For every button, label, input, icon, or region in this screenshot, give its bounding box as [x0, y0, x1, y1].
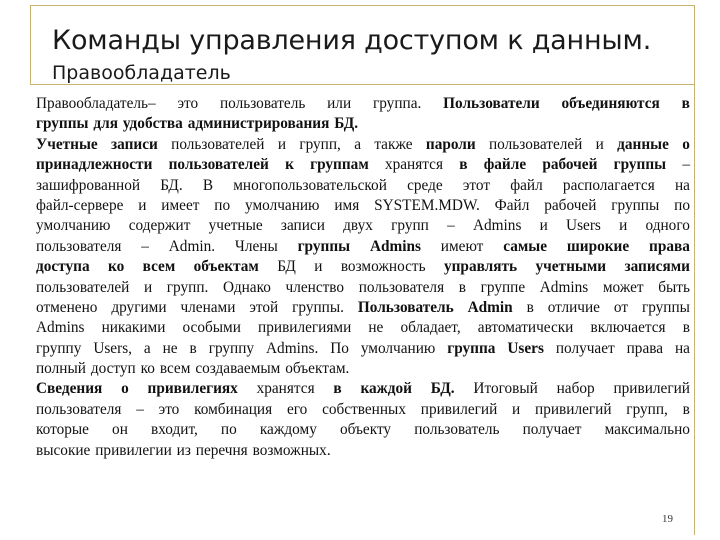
body-word: группе: [480, 278, 526, 296]
body-word: высокие: [36, 441, 91, 459]
body-word: привилегий: [420, 400, 498, 418]
body-word: и: [539, 217, 548, 235]
body-word: группы.: [292, 298, 344, 316]
body-word: группы: [613, 156, 667, 174]
body-word: многопользовательской: [233, 176, 387, 194]
body-word: возможных.: [252, 441, 331, 459]
body-word: удобства: [122, 115, 183, 133]
body-word: группы: [36, 115, 89, 133]
slide-title: Команды управления доступом к данным.: [52, 25, 652, 56]
body-word: управлять: [443, 258, 518, 276]
body-line: [36, 441, 690, 461]
body-word: обладает,: [400, 319, 461, 337]
body-word: его: [286, 400, 308, 418]
body-word: и: [619, 217, 628, 235]
body-word: Правообладатель–: [36, 95, 156, 112]
body-word: БД: [277, 258, 296, 276]
body-word: или: [327, 95, 352, 112]
body-word: записями: [624, 258, 690, 276]
body-word: файл-сервере: [36, 196, 124, 214]
body-word: Пользователь: [357, 298, 454, 316]
body-word: к: [285, 156, 294, 174]
body-word: максимально: [604, 421, 690, 439]
body-word: привилегий: [535, 400, 612, 418]
body-word: не: [368, 319, 384, 337]
body-word: Учетные: [36, 135, 98, 153]
body-word: и: [314, 258, 323, 276]
body-word: перечня: [195, 441, 248, 459]
body-word: группы: [611, 196, 660, 214]
body-word: собственных: [322, 400, 406, 418]
body-word: отличие: [547, 298, 600, 316]
body-word: группы: [297, 237, 351, 255]
body-word: получает: [522, 421, 582, 439]
body-word: этот: [462, 176, 491, 194]
body-line: [36, 420, 690, 440]
body-word: умолчанию: [360, 339, 436, 357]
frame-top-line: [30, 5, 695, 6]
body-text: [36, 94, 690, 461]
body-line: [36, 216, 690, 236]
body-word: в: [189, 339, 197, 357]
body-word: ко: [140, 360, 155, 378]
body-word: доступа: [36, 258, 90, 276]
body-word: особыми: [182, 319, 241, 337]
body-word: записи: [111, 135, 158, 153]
body-word: самые: [503, 237, 547, 255]
body-word: БД.: [334, 115, 359, 133]
body-word: Users: [507, 339, 544, 357]
body-word: на: [674, 339, 690, 357]
body-word: Admins: [472, 217, 522, 235]
body-word: этой: [249, 298, 279, 316]
body-word: умолчанию: [36, 217, 111, 235]
body-word: доступ: [90, 360, 136, 378]
body-word: и: [138, 196, 147, 214]
body-word: объектам: [193, 258, 259, 276]
body-word: записи: [280, 217, 325, 235]
body-word: пользователей: [171, 135, 265, 153]
body-word: Admins: [36, 319, 85, 337]
body-line: [36, 94, 690, 114]
body-word: пароли: [425, 135, 476, 153]
body-word: для: [93, 115, 118, 133]
body-word: В: [202, 176, 214, 194]
body-word: имя: [334, 196, 360, 214]
body-word: по: [674, 196, 690, 214]
body-word: каждой: [360, 380, 412, 398]
body-word: пользователей: [168, 156, 269, 174]
frame-bottom-line: [30, 84, 695, 85]
body-word: входит,: [150, 421, 198, 439]
body-word: и: [143, 278, 153, 296]
body-word: одного: [645, 217, 690, 235]
body-word: привилегиях: [147, 380, 238, 398]
body-word: отменено: [36, 298, 98, 316]
body-word: Файл: [494, 196, 530, 214]
body-word: в: [459, 156, 468, 174]
body-word: набор: [556, 380, 595, 398]
body-word: пользователей: [36, 278, 130, 296]
body-word: на: [674, 176, 690, 194]
body-word: –: [682, 156, 690, 174]
body-word: членами: [180, 298, 236, 316]
body-word: файл: [510, 176, 543, 194]
body-word: Однако: [222, 278, 271, 296]
body-word: Члены: [234, 237, 278, 255]
body-word: имеет: [161, 196, 200, 214]
body-word: привилегиями: [258, 319, 352, 337]
body-word: БД.: [430, 380, 455, 398]
body-line: [36, 135, 690, 155]
body-word: по: [214, 196, 231, 214]
body-word: никакими: [101, 319, 166, 337]
body-word: о: [682, 135, 690, 153]
body-word: автоматически: [477, 319, 574, 337]
body-word: широкие: [566, 237, 630, 255]
body-word: в: [333, 380, 342, 398]
body-line: [36, 339, 690, 359]
body-line: [36, 155, 690, 175]
body-word: пользователя: [36, 237, 122, 255]
body-word: среде: [407, 176, 443, 194]
body-word: располагается: [562, 176, 655, 194]
body-word: права: [649, 237, 690, 255]
body-word: группа: [447, 339, 496, 357]
body-word: пользователь: [219, 95, 306, 112]
body-word: По: [330, 339, 349, 357]
body-word: данные: [617, 135, 669, 153]
body-word: группам: [310, 156, 369, 174]
body-word: Admins: [369, 237, 421, 255]
frame-right-line: [694, 5, 695, 535]
body-word: которые: [36, 421, 89, 439]
body-word: в: [458, 278, 466, 296]
body-word: создаваемым: [195, 360, 281, 378]
body-word: каждому: [259, 421, 317, 439]
body-word: –: [136, 400, 144, 418]
body-word: в: [682, 319, 690, 337]
body-word: объектам.: [285, 360, 350, 378]
body-word: Сведения: [36, 380, 103, 398]
body-word: групп,: [626, 400, 668, 418]
body-word: всем: [159, 360, 191, 378]
body-word: членство: [285, 278, 345, 296]
body-line: [36, 114, 690, 134]
body-word: а: [143, 339, 151, 357]
body-word: возможность: [340, 258, 426, 276]
body-word: группу: [36, 339, 82, 357]
body-word: другими: [111, 298, 167, 316]
body-word: привилегии: [95, 441, 172, 459]
body-line: [36, 359, 690, 379]
page-number: 19: [662, 513, 673, 525]
body-word: рабочей: [544, 196, 597, 214]
body-word: о: [121, 380, 129, 398]
body-word: Пользователи: [443, 95, 540, 112]
body-word: Admins.: [266, 339, 319, 357]
body-word: из: [176, 441, 191, 459]
body-word: в: [681, 95, 690, 112]
body-word: Users,: [93, 339, 132, 357]
body-word: и: [277, 135, 286, 153]
body-word: всем: [142, 258, 176, 276]
body-word: не: [162, 339, 178, 357]
body-line: [36, 298, 690, 318]
body-line: [36, 237, 690, 257]
body-word: может: [602, 278, 644, 296]
body-word: хранятся: [384, 156, 443, 174]
body-line: [36, 257, 690, 277]
body-word: учетные: [208, 217, 263, 235]
body-word: и: [512, 400, 521, 418]
body-line: [36, 196, 690, 216]
body-word: ко: [107, 258, 125, 276]
body-line: [36, 318, 690, 338]
body-word: хранятся: [256, 380, 315, 398]
body-line: [36, 400, 690, 420]
body-word: имеют: [440, 237, 484, 255]
body-word: рабочей: [542, 156, 598, 174]
body-word: Users: [566, 217, 601, 235]
body-word: он: [112, 421, 128, 439]
body-word: пользователь: [414, 421, 500, 439]
body-word: зашифрованной: [36, 176, 141, 194]
body-word: пользователя: [358, 278, 445, 296]
body-word: это: [158, 400, 180, 418]
body-word: комбинация: [194, 400, 273, 418]
body-word: в: [526, 298, 534, 316]
body-word: Admin: [467, 298, 513, 316]
body-word: двух: [343, 217, 373, 235]
body-word: групп: [391, 217, 429, 235]
body-word: и: [595, 135, 604, 153]
body-word: привилегий: [613, 380, 690, 398]
body-word: групп.: [166, 278, 209, 296]
body-word: Admin.: [168, 237, 216, 255]
body-word: администрирования: [187, 115, 330, 133]
body-word: в: [682, 400, 690, 418]
body-word: быть: [658, 278, 690, 296]
body-word: Admins: [539, 278, 589, 296]
body-line: [36, 278, 690, 298]
body-word: файле: [483, 156, 527, 174]
body-word: также: [374, 135, 413, 153]
body-word: –: [141, 237, 149, 255]
body-word: принадлежности: [36, 156, 153, 174]
body-word: а: [354, 135, 361, 153]
body-word: от: [613, 298, 629, 316]
body-word: пользователя: [36, 400, 122, 418]
body-line: [36, 379, 690, 399]
body-word: по: [220, 421, 237, 439]
body-word: БД.: [160, 176, 183, 194]
body-word: объекту: [339, 421, 392, 439]
body-word: пользователей: [489, 135, 583, 153]
body-word: объединяются: [561, 95, 660, 112]
body-word: групп,: [299, 135, 341, 153]
body-word: группы: [641, 298, 690, 316]
body-word: группа.: [372, 95, 422, 112]
body-word: SYSTEM.MDW.: [374, 196, 480, 214]
body-word: полный: [36, 360, 86, 378]
body-word: Итоговый: [473, 380, 538, 398]
body-word: умолчанию: [245, 196, 320, 214]
body-word: права: [626, 339, 664, 357]
body-word: –: [447, 217, 455, 235]
body-word: содержит: [128, 217, 191, 235]
body-word: учетными: [535, 258, 607, 276]
body-word: это: [177, 95, 199, 112]
body-word: группу: [208, 339, 255, 357]
frame-left-line: [30, 5, 31, 84]
slide-subtitle: Правообладатель: [52, 62, 231, 84]
body-word: получает: [555, 339, 615, 357]
body-word: включается: [590, 319, 666, 337]
body-line: [36, 176, 690, 196]
